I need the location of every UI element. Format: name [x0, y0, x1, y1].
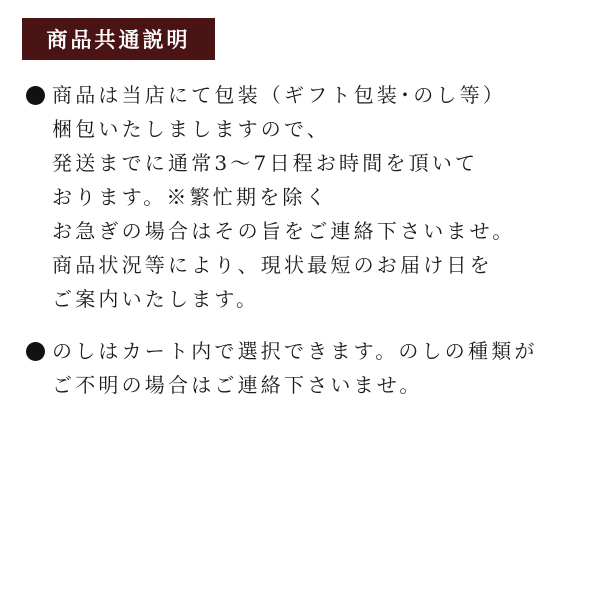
noshi-notice: [26, 334, 586, 402]
packaging-notice: [26, 78, 586, 316]
notice-line-4: [26, 180, 586, 214]
noshi-text: のしはカート内で選択できます。のしの種類が: [52, 339, 538, 363]
noshi-line-1: [26, 334, 586, 368]
notice-text: ご案内いたします。: [52, 287, 260, 311]
notice-line-1: [26, 78, 586, 112]
section-title-badge: [22, 18, 215, 60]
notice-line-6: [26, 248, 586, 282]
notice-line-5: [26, 214, 586, 248]
notice-text: 商品状況等により、現状最短のお届け日を: [52, 253, 493, 277]
noshi-line-2: [26, 368, 586, 402]
notice-line-2: [26, 112, 586, 146]
notice-text: 商品は当店にて包装（ギフト包装･のし等）: [52, 83, 506, 107]
notice-text: 発送までに通常3～7日程お時間を頂いて: [52, 151, 479, 175]
bullet-icon: [26, 86, 45, 105]
bullet-icon: [26, 342, 45, 361]
notice-line-7: [26, 282, 586, 316]
notice-text: 梱包いたしましますので、: [52, 117, 330, 141]
notice-line-3: [26, 146, 586, 180]
section-title: 商品共通説明: [46, 28, 191, 52]
noshi-text: ご不明の場合はご連絡下さいませ。: [52, 373, 423, 397]
notice-text: お急ぎの場合はその旨をご連絡下さいませ。: [52, 219, 516, 243]
notice-text: おります。※繁忙期を除く: [52, 185, 329, 209]
